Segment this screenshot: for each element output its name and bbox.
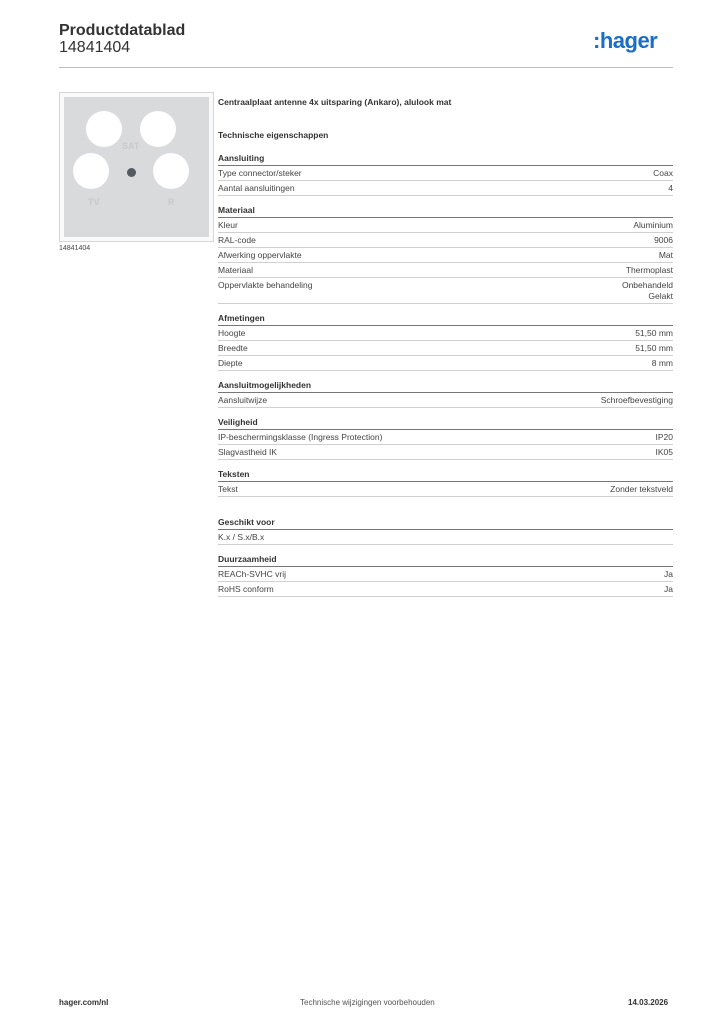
spec-row (218, 233, 673, 248)
spec-section (218, 415, 673, 460)
spec-value (653, 168, 673, 179)
spec-value (622, 280, 673, 302)
spec-value-line: Aluminium (633, 219, 673, 230)
product-description: Centraalplaat antenne 4x uitsparing (Ankaro), alulook mat (218, 97, 452, 107)
header-divider (59, 67, 673, 68)
spec-value-line: Mat (658, 249, 673, 260)
spec-value (656, 432, 674, 443)
spec-row (218, 181, 673, 196)
spec-label: Diepte (218, 357, 243, 368)
section-title: Aansluitmogelijkheden (218, 378, 673, 393)
section-title: Geschikt voor (218, 515, 673, 530)
product-number: 14841404 (59, 39, 131, 56)
spec-value (668, 183, 673, 194)
spec-value-line: 51,50 mm (635, 327, 673, 338)
screw-icon (127, 168, 136, 177)
spec-value (664, 569, 673, 580)
spec-value-line: 9006 (654, 234, 673, 245)
spec-row (218, 567, 673, 582)
spec-label: Oppervlakte behandeling (218, 279, 313, 290)
connector-hole (73, 153, 109, 189)
spec-value-line: Thermoplast (625, 264, 673, 275)
page-title: Productdatablad (59, 22, 186, 39)
spec-value-line: Onbehandeld (621, 279, 673, 290)
spec-row (218, 430, 673, 445)
spec-value (659, 250, 673, 261)
spec-section (218, 203, 673, 304)
connector-hole (86, 111, 122, 147)
spec-value-line: Gelakt (648, 290, 673, 301)
spec-section (218, 467, 673, 497)
spec-label: Slagvastheid IK (218, 446, 278, 457)
connector-hole (153, 153, 189, 189)
product-image (59, 92, 214, 242)
spec-value-line: 51,50 mm (635, 342, 673, 353)
spec-value-line: Zonder tekstveld (610, 483, 673, 494)
spec-value (633, 220, 673, 231)
spec-label: K.x / S.x/B.x (218, 531, 265, 542)
spec-row (218, 582, 673, 597)
spec-row (218, 445, 673, 460)
spec-row (218, 278, 673, 304)
spec-label: Tekst (218, 483, 238, 494)
spec-value-line: IP20 (655, 431, 673, 442)
plate-mark-sat: SAT (122, 141, 140, 151)
spec-row (218, 248, 673, 263)
spec-label: Hoogte (218, 327, 246, 338)
spec-value-line: 8 mm (651, 357, 673, 368)
section-title: Aansluiting (218, 151, 673, 166)
spec-section (218, 311, 673, 371)
spec-label: Breedte (218, 342, 248, 353)
connector-hole (140, 111, 176, 147)
spec-row (218, 341, 673, 356)
spec-value-line: IK05 (655, 446, 673, 457)
hager-logo: :hager (593, 28, 658, 53)
spec-row (218, 530, 673, 545)
section-title: Materiaal (218, 203, 673, 218)
spec-value (652, 358, 673, 369)
spec-label: Afwerking oppervlakte (218, 249, 302, 260)
image-caption: 14841404 (59, 245, 91, 252)
spec-row (218, 356, 673, 371)
spec-value (610, 484, 673, 495)
spec-value (635, 328, 673, 339)
spec-label: IP-beschermingsklasse (Ingress Protection) (218, 431, 383, 442)
spec-row (218, 218, 673, 233)
spec-row (218, 393, 673, 408)
spec-section (218, 151, 673, 196)
spec-label: Kleur (218, 219, 238, 230)
footer-notice: Technische wijzigingen voorbehouden (300, 998, 435, 1007)
section-title: Duurzaamheid (218, 552, 673, 567)
spec-value-line: Ja (664, 583, 673, 594)
spec-row (218, 263, 673, 278)
plate-mark-r: R (168, 197, 175, 207)
spec-label: RoHS conform (218, 583, 274, 594)
spec-section (218, 552, 673, 597)
spec-label: Aansluitwijze (218, 394, 268, 405)
spec-row (218, 482, 673, 497)
spec-row (218, 326, 673, 341)
spec-value (656, 447, 674, 458)
spec-value (626, 265, 673, 276)
spec-value-line: Coax (653, 167, 673, 178)
plate-mark-tv: TV (88, 197, 100, 207)
spec-label: RAL-code (218, 234, 256, 245)
spec-sections (218, 151, 673, 597)
spec-label: Aantal aansluitingen (218, 182, 295, 193)
spec-label: Materiaal (218, 264, 253, 275)
footer-website: hager.com/nl (59, 998, 109, 1007)
footer-date: 14.03.2026 (628, 998, 669, 1007)
spec-value (664, 584, 673, 595)
spec-value (635, 343, 673, 354)
spec-value (601, 395, 673, 406)
spec-section (218, 515, 673, 545)
spec-value-line: Schroefbevestiging (600, 394, 673, 405)
spec-label: REACh-SVHC vrij (218, 568, 287, 579)
section-title: Afmetingen (218, 311, 673, 326)
technical-heading: Technische eigenschappen (218, 130, 329, 140)
spec-row (218, 166, 673, 181)
cover-plate-illustration (64, 97, 209, 237)
section-title: Teksten (218, 467, 673, 482)
spec-label: Type connector/steker (218, 167, 302, 178)
spec-value (654, 235, 673, 246)
spec-section (218, 378, 673, 408)
spec-value-line: 4 (668, 182, 673, 193)
spec-content (218, 97, 673, 597)
spec-value-line: Ja (664, 568, 673, 579)
section-title: Veiligheid (218, 415, 673, 430)
